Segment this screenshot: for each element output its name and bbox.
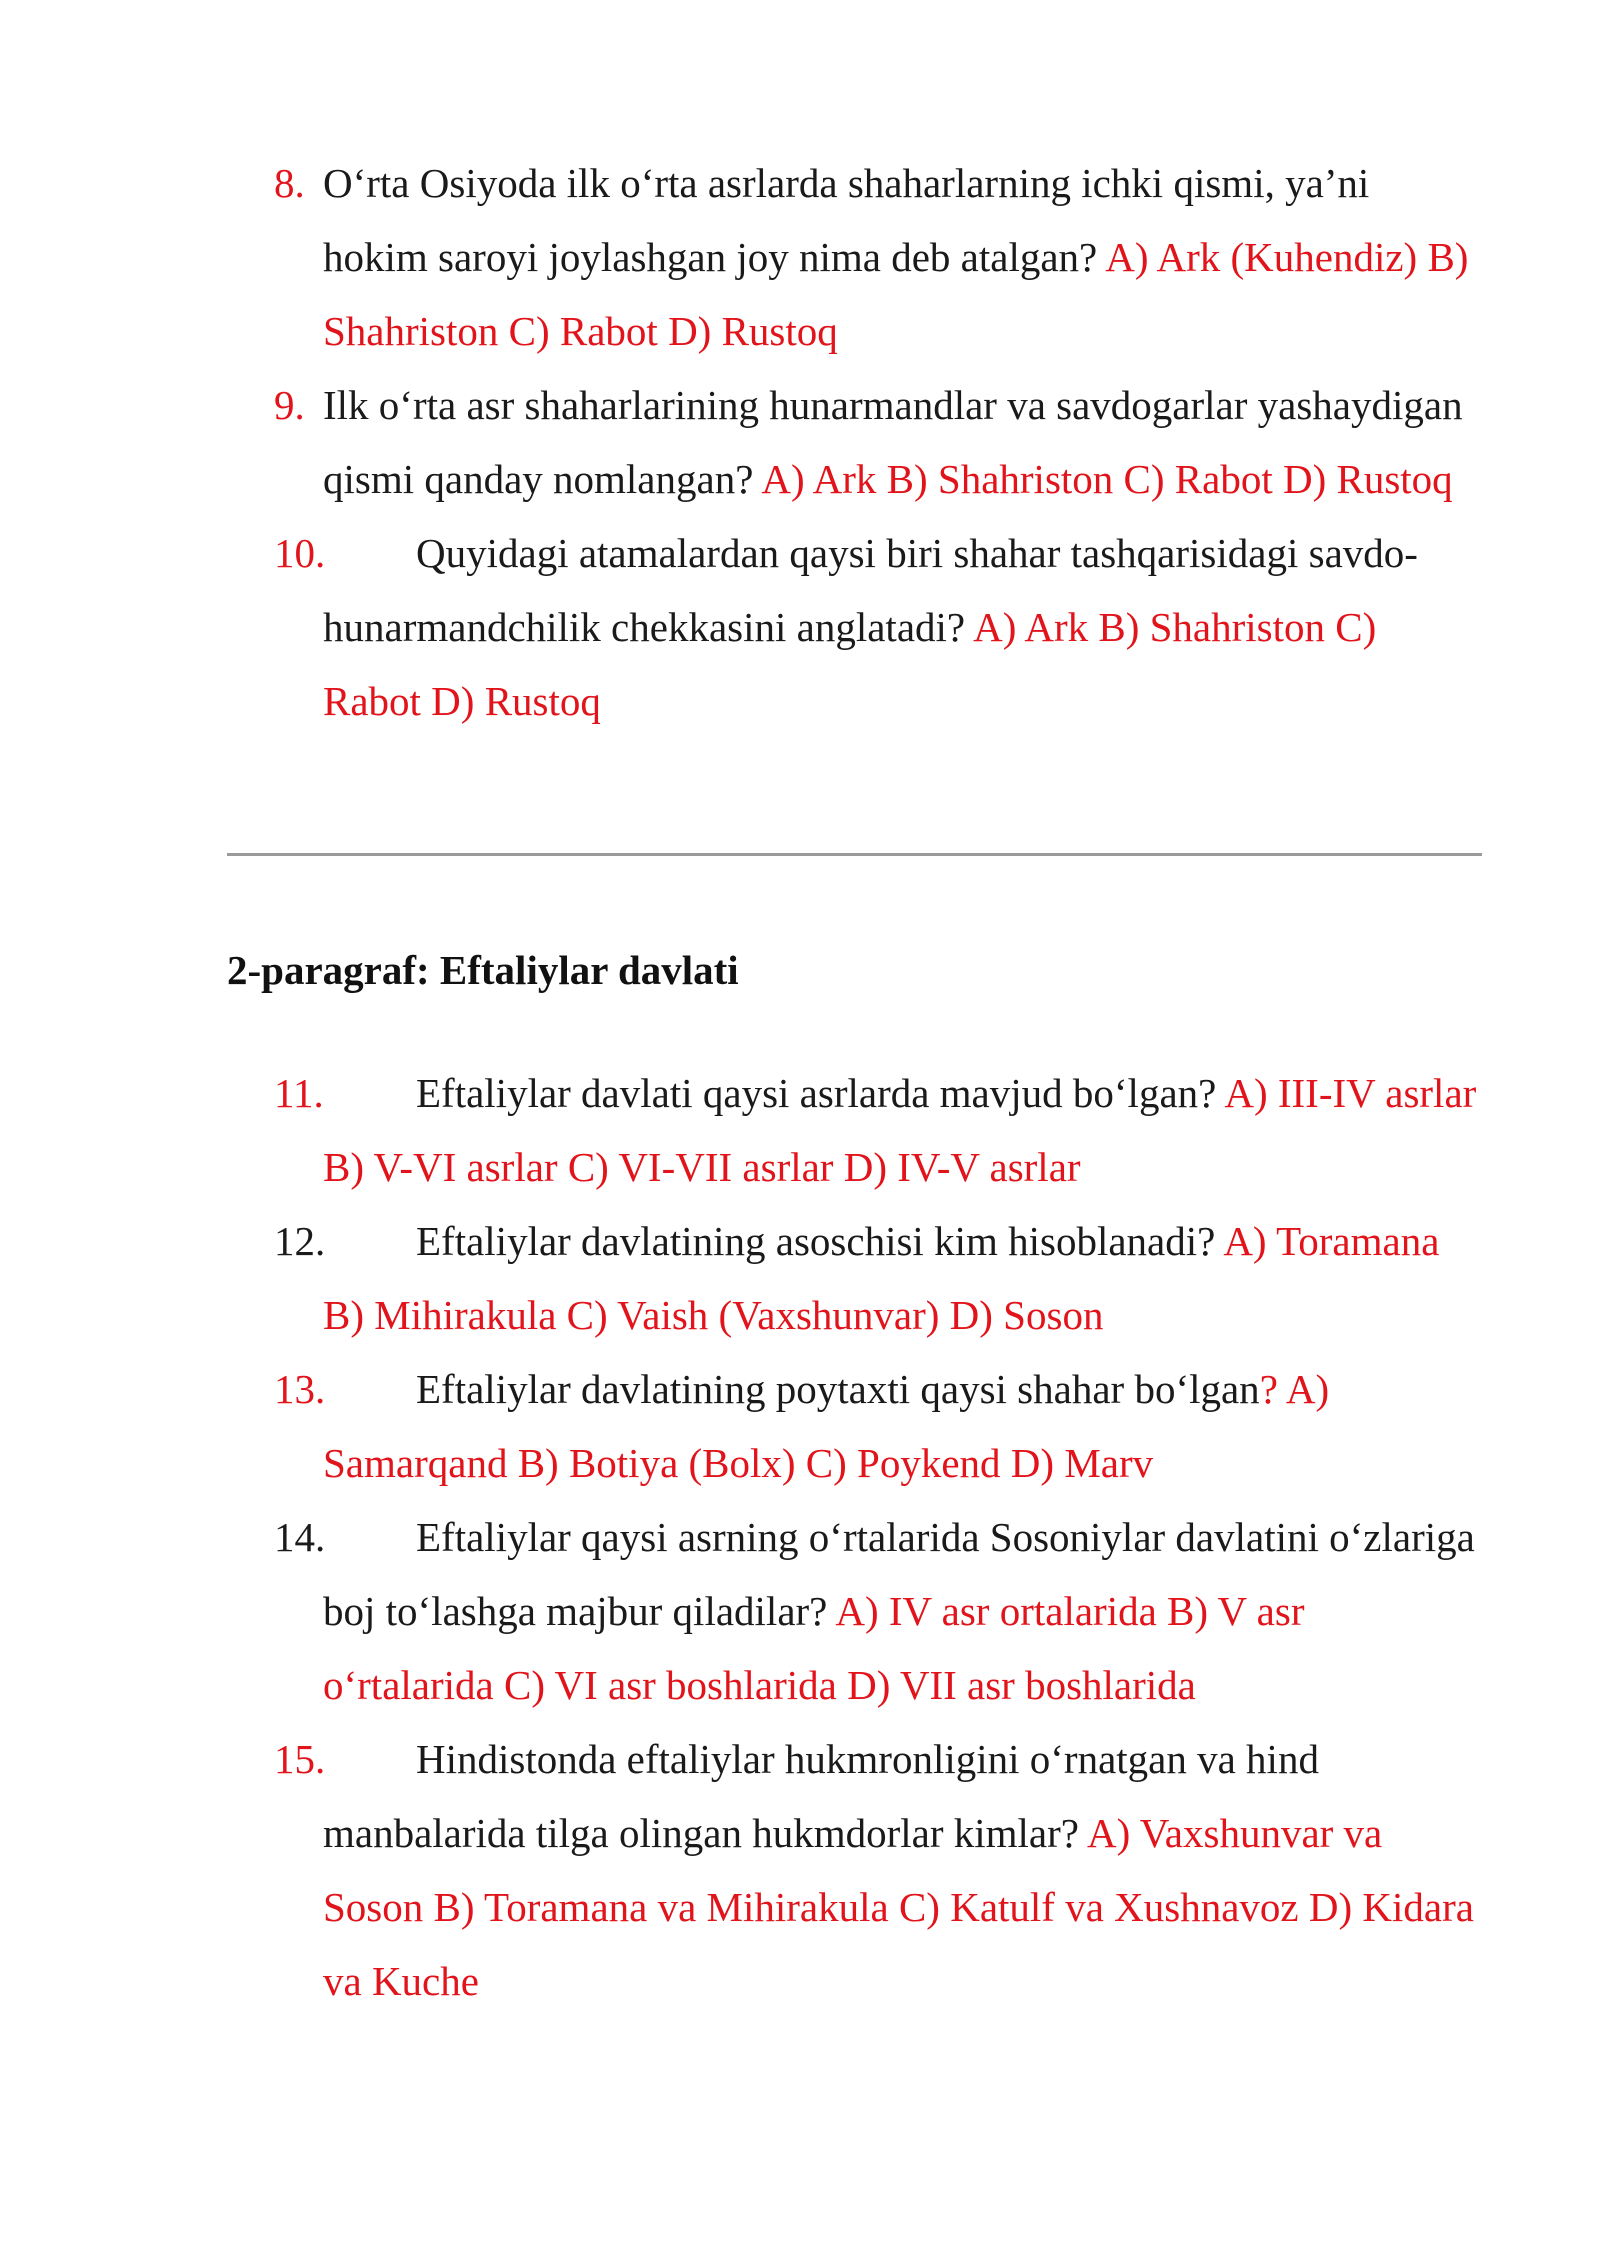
question-number: 13. bbox=[274, 1366, 326, 1412]
question-text: Eftaliylar davlati qaysi asrlarda mavjud bo‘lgan? bbox=[416, 1070, 1225, 1116]
answer-options: A) Ark B) Shahriston C) Rabot D) Rustoq bbox=[323, 604, 1377, 724]
section-title: 2-paragraf: Eftaliylar davlati bbox=[227, 947, 739, 993]
answer-options: A) Vaxshunvar va Soson B) Toramana va Mihirakula C) Katulf va Xushnavoz D) Kidara va Kuche bbox=[323, 1810, 1474, 2004]
answer-options: A) Toramana B) Mihirakula C) Vaish (Vaxshunvar) D) Soson bbox=[323, 1218, 1440, 1338]
answer-options: A) III-IV asrlar B) V-VI asrlar C) VI-VII asrlar D) IV-V asrlar bbox=[323, 1070, 1477, 1190]
question-item-11 bbox=[0, 1056, 1600, 1204]
question-text: Eftaliylar qaysi asrning o‘rtalarida Sosoniylar davlatini o‘zlariga boj to‘lashga majbur qiladilar? bbox=[323, 1514, 1475, 1634]
question-text: Eftaliylar davlatining poytaxti qaysi shahar bo‘lgan bbox=[416, 1366, 1260, 1412]
question-number: 8. bbox=[274, 160, 305, 206]
section-divider bbox=[227, 853, 1482, 856]
question-number: 15. bbox=[274, 1736, 326, 1782]
question-text: O‘rta Osiyoda ilk o‘rta asrlarda shaharlarning ichki qismi, ya’ni hokim saroyi joylashgan joy nima deb atalgan? bbox=[323, 160, 1370, 280]
question-item-8 bbox=[0, 146, 1600, 368]
question-item-14 bbox=[0, 1500, 1600, 1722]
question-item-13 bbox=[0, 1352, 1600, 1500]
answer-options: A) Ark B) Shahriston C) Rabot D) Rustoq bbox=[761, 456, 1453, 502]
question-item-15 bbox=[0, 1722, 1600, 2018]
question-number: 10. bbox=[274, 530, 326, 576]
question-item-9 bbox=[0, 368, 1600, 516]
question-item-12 bbox=[0, 1204, 1600, 1352]
question-text: Eftaliylar davlatining asoschisi kim hisoblanadi? bbox=[416, 1218, 1224, 1264]
question-text: Quyidagi atamalardan qaysi biri shahar tashqarisidagi savdo-hunarmandchilik chekkasini anglatadi? bbox=[323, 530, 1418, 650]
question-list-top bbox=[0, 146, 1600, 738]
answer-options: A) Ark (Kuhendiz) B) Shahriston C) Rabot D) Rustoq bbox=[323, 234, 1469, 354]
question-number: 9. bbox=[274, 382, 305, 428]
question-number: 14. bbox=[274, 1514, 326, 1560]
question-text: Ilk o‘rta asr shaharlarining hunarmandlar va savdogarlar yashaydigan qismi qanday nomlangan? bbox=[323, 382, 1463, 502]
question-list-bottom bbox=[0, 1056, 1600, 2018]
question-number: 11. bbox=[274, 1070, 324, 1116]
question-item-10 bbox=[0, 516, 1600, 738]
answer-options: A) IV asr ortalarida B) V asr o‘rtalarida C) VI asr boshlarida D) VII asr boshlarida bbox=[323, 1588, 1305, 1708]
question-number: 12. bbox=[274, 1218, 326, 1264]
answer-options: ? A) Samarqand B) Botiya (Bolx) C) Poykend D) Marv bbox=[323, 1366, 1330, 1486]
question-text: Hindistonda eftaliylar hukmronligini o‘rnatgan va hind manbalarida tilga olingan hukmdorlar kimlar? bbox=[323, 1736, 1319, 1856]
